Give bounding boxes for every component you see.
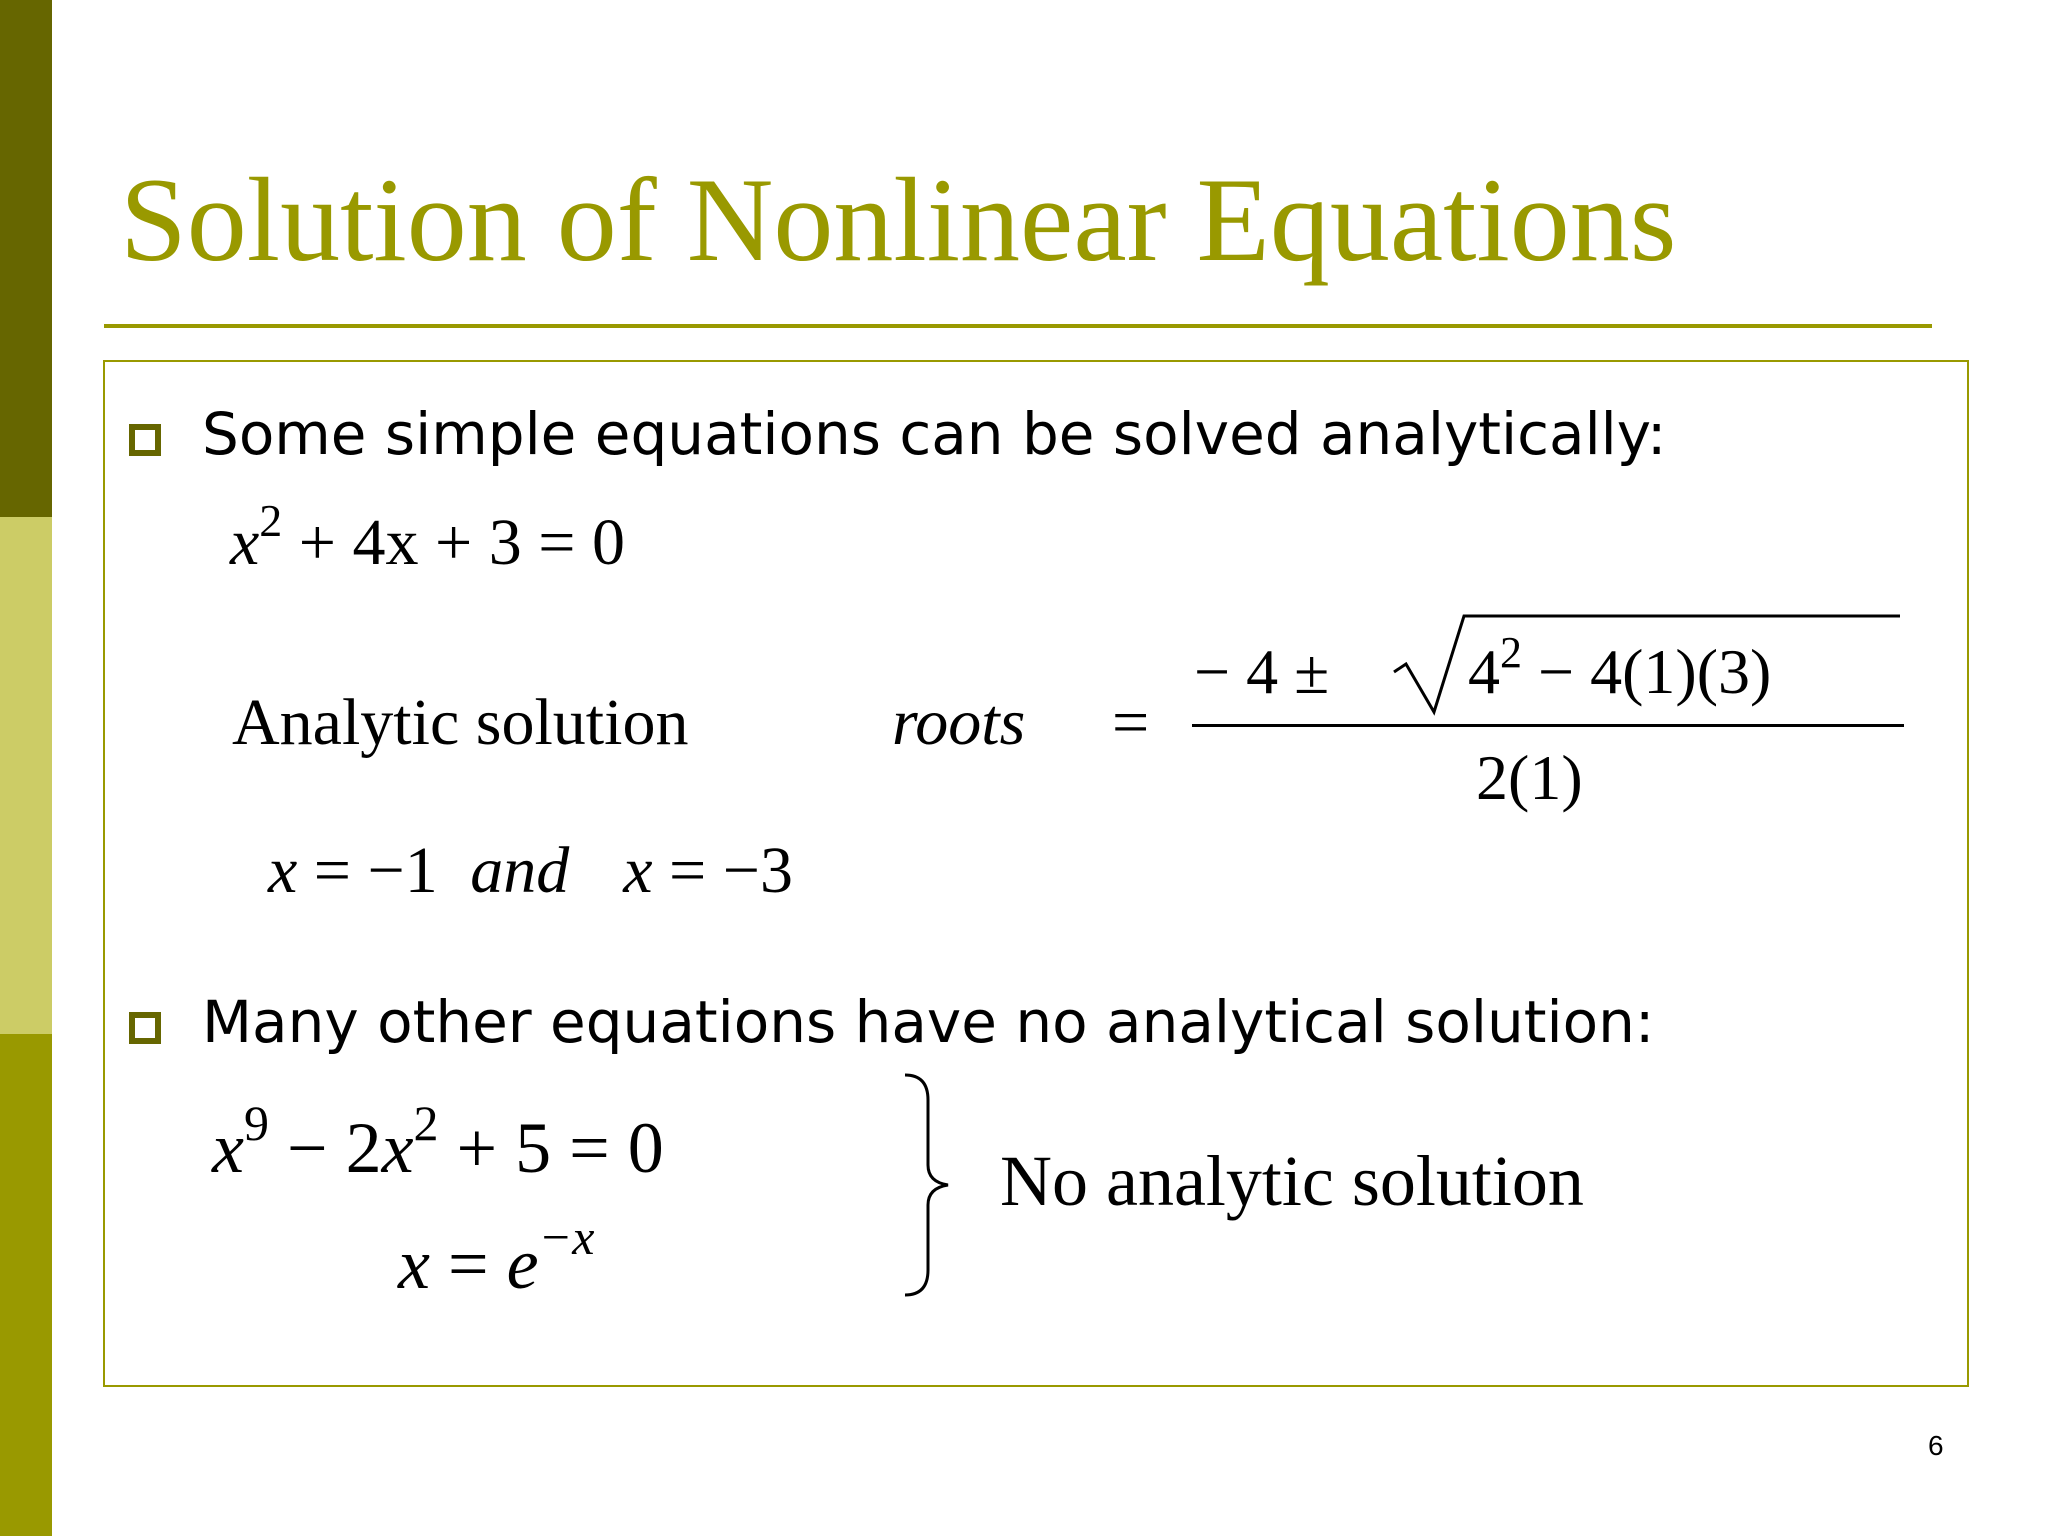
title-underline (104, 324, 1932, 328)
root2-var: x (623, 834, 653, 907)
fraction-bar (1192, 724, 1904, 727)
root2-value: = −3 (652, 834, 793, 907)
side-stripe-olive (0, 1034, 52, 1536)
roots-values (268, 834, 793, 907)
equation-quadratic (230, 495, 625, 579)
equation-exponential (398, 1209, 595, 1304)
side-stripe-light (0, 517, 52, 1034)
roots-equals: = (1112, 686, 1150, 759)
eq3-equals: = (429, 1224, 507, 1304)
slide-title: Solution of Nonlinear Equations (120, 153, 1677, 286)
radicand (1468, 628, 1772, 707)
side-stripe-dark (0, 0, 52, 517)
bullet-square-icon (129, 424, 161, 456)
roots-label: roots (892, 686, 1026, 759)
right-brace-icon (900, 1070, 960, 1300)
and-word: and (470, 834, 570, 907)
eq1-exponent: 2 (259, 495, 283, 546)
eq3-x: x (398, 1224, 430, 1304)
eq2-x: x (212, 1108, 244, 1188)
eq3-exponent: −x (538, 1209, 595, 1265)
radicand-base: 4 (1468, 636, 1500, 707)
eq1-base: x (230, 506, 260, 579)
equation-polynomial (212, 1095, 664, 1188)
no-analytic-solution-label: No analytic solution (1000, 1141, 1584, 1221)
root1-value: = −1 (297, 834, 455, 907)
eq2-mid: − 2 (268, 1108, 382, 1188)
radicand-rest: − 4(1)(3) (1538, 636, 1772, 707)
radicand-exponent: 2 (1500, 628, 1522, 677)
bullet-text-1: Some simple equations can be solved analytically: (202, 400, 1667, 468)
eq2-end: + 5 = 0 (438, 1108, 664, 1188)
bullet-text-2: Many other equations have no analytical solution: (202, 988, 1655, 1056)
page-number: 6 (1928, 1430, 1944, 1461)
eq1-rest: + 4x + 3 = 0 (298, 506, 625, 579)
eq2-x2: x (381, 1108, 414, 1188)
bullet-square-icon (129, 1012, 161, 1044)
eq2-exponent-2: 2 (413, 1095, 439, 1151)
eq3-e: e (506, 1224, 539, 1304)
fraction-denominator: 2(1) (1476, 742, 1583, 813)
analytic-label: Analytic solution (232, 686, 689, 759)
root1-var: x (268, 834, 298, 907)
fraction-numerator-prefix: − 4 ± (1194, 636, 1330, 707)
eq2-exponent-9: 9 (243, 1095, 269, 1151)
